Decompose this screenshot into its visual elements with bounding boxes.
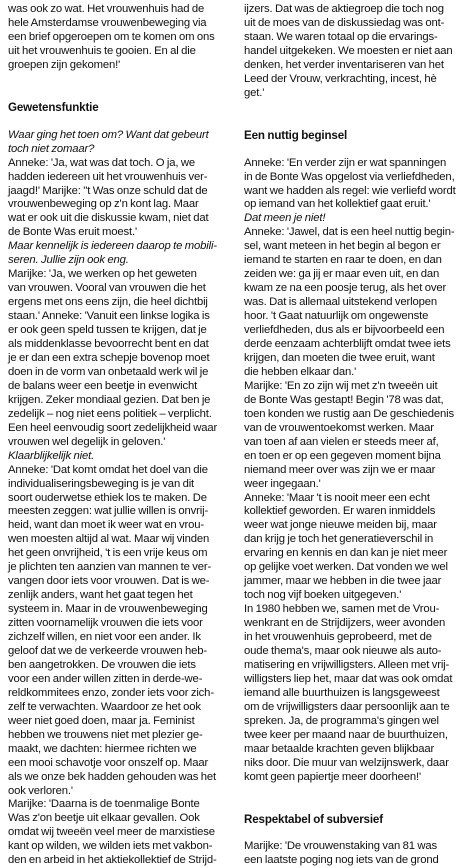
- text-line: oude thema's, maar ook nieuwe als auto-: [244, 644, 442, 657]
- text-line: van vrouwen. Vooral van vrouwen die het: [8, 282, 206, 295]
- text-line: om de vrijwilligsters daar persoonlijk aan te: [244, 700, 450, 713]
- text-line: doen in de vorm van onbetaald werk wil je: [8, 365, 209, 378]
- text-line: toch nog vijf boeken uitgegeven.': [244, 589, 402, 602]
- text-line: kwam ze na een poosje terug, als het over: [244, 282, 447, 295]
- interviewer-question: [8, 450, 230, 464]
- text-line: ben aangetrokken. De vrouwen die iets: [8, 658, 196, 671]
- text-line: handel uitgekeken. We moesten er niet aan: [244, 44, 453, 57]
- text-line: iemand te starten en raar te doen, en dan: [244, 254, 442, 267]
- text-line: Anneke: 'Ja, wat was dat toch. O ja, we: [8, 156, 195, 169]
- text-line: staan. We waren totaal op die ervarings-: [244, 30, 438, 43]
- text-line: systeem in. Maar in de vrouwenbeweging: [8, 603, 208, 616]
- interviewer-question: [8, 129, 230, 157]
- question-line: seren. Jullie zijn ook eng.: [8, 254, 129, 267]
- text-line: dan krijg je toch het generatieverschil in: [244, 533, 434, 546]
- text-line: en toen er op een gegeven moment bijna: [244, 449, 441, 462]
- text-line: groepen zijn gekomen!': [8, 58, 121, 71]
- text-line: wenkrant en de Strijdijzers, weer avonden: [244, 617, 446, 630]
- right-intro-text: [244, 3, 466, 101]
- text-line: zichzelf willen, en niet voor een ander. Ik: [8, 631, 201, 644]
- text-line: maakt, we dachten: hiermee richten we: [8, 742, 197, 755]
- text-line: uit de moes van de diskussiedag was ont-: [244, 16, 445, 29]
- text-line: soort ouderwetse ethiek los te maken. De: [8, 491, 207, 504]
- text-line: ook verloren.': [8, 784, 73, 797]
- text-line: willigsters liep het, maar dat was ook omdat: [244, 672, 453, 685]
- text-line: vrouwenbeweging op z'n kont lag. Maar: [8, 198, 199, 211]
- text-line: individualiseringsbeweging is je van dit: [8, 477, 195, 490]
- text-line: maar betaalde krachten geven blijkbaar: [244, 742, 435, 755]
- section-gap: [244, 101, 466, 129]
- text-line: niemand meer over was zijn we er maar: [244, 463, 436, 476]
- text-line: iemand alle buurthuizen is langsgeweest: [244, 686, 440, 699]
- text-line: Anneke: 'Maar 't is nooit meer een echt: [244, 491, 430, 504]
- question-line: Maar kennelijk is iedereen daarop te mobili-: [8, 240, 217, 253]
- answer-block: [244, 226, 466, 784]
- text-line: jaagd!' Marijke: ''t Was onze schuld dat de: [8, 184, 208, 197]
- text-line: reldkommitees enzo, zonder iets voor zich-: [8, 686, 214, 699]
- text-line: Marijke: 'Daarna is de toenmalige Bonte: [8, 798, 200, 811]
- text-line: een brief opgeroepen om te komen om ons: [8, 30, 215, 43]
- text-line: ijzers. Dat was de aktiegroep die toch nog: [244, 3, 444, 15]
- text-line: weer niet goed doen, maar ja. Feminist: [8, 714, 195, 727]
- section-gap: [244, 143, 466, 157]
- text-line: zenlijk anders, want het gaat tegen het: [8, 589, 193, 602]
- text-line: Marijke: 'En zo zijn wij met z'n tweeën uit: [244, 379, 438, 392]
- text-line: zedelijk – nog niet eens politiek – verplicht.: [8, 407, 212, 420]
- section-heading: Respektabel of subversief: [244, 812, 383, 826]
- text-line: van toen af aan vielen er steeds meer af,: [244, 435, 439, 448]
- text-line: hoor. 't Gaat natuurlijk om ongewenste: [244, 310, 429, 323]
- text-line: de Bonte Was gestapt! Begin '78 was dat,: [244, 393, 444, 406]
- right-column: [244, 3, 466, 868]
- text-line: ervaring en kennis en dan kan je niet meer: [244, 547, 448, 560]
- text-line: Een heel eenvoudig soort zedelijkheid waar: [8, 421, 218, 434]
- text-line: op gelijke voet werken. Dat vonden we wel: [244, 561, 448, 574]
- text-line: zitten voornamelijk vrouwen die iets voor: [8, 617, 203, 630]
- text-line: was. Dat is allemaal uitstekend verlopen: [244, 296, 438, 309]
- section-gap: [8, 115, 230, 129]
- text-line: omdat wij tweeën veel meer de marxistiese: [8, 826, 215, 839]
- text-line: als middenklasse bevoorrecht bent en dat: [8, 338, 209, 351]
- text-line: hebben we trouwens niet met plezier ge-: [8, 728, 203, 741]
- answer-block: [8, 268, 230, 449]
- question-line: Klaarblijkelijk niet.: [8, 449, 95, 462]
- text-line: in de Bonte Was opgelost via verliefdheden,: [244, 170, 455, 183]
- text-line: spreken. Ja, de programma's gingen wel: [244, 714, 439, 727]
- interviewer-question: [8, 240, 230, 268]
- text-line: de balans weer een beetje in evenwicht: [8, 379, 198, 392]
- answer-block: [8, 157, 230, 241]
- text-line: Anneke: 'Dat komt omdat het doel van die: [8, 463, 208, 476]
- answer-block: [8, 464, 230, 868]
- text-line: toen konden we rustig aan De geschiedenis: [244, 407, 455, 420]
- text-line: zeiden we: ga jij er maar even uit, en dan: [244, 268, 440, 281]
- text-line: in het vrouwenhuis geprobeerd, met de: [244, 631, 432, 644]
- text-line: In 1980 hebben we, samen met de Vrou-: [244, 603, 440, 616]
- section-gap: [244, 785, 466, 813]
- answer-block: [244, 157, 466, 213]
- text-line: Marijke: 'Ja, we werken op het geweten: [8, 268, 197, 281]
- text-line: weer ingegaan.': [244, 477, 321, 490]
- text-line: Anneke: 'En verder zijn er wat spanningen: [244, 156, 447, 169]
- question-line: Dat meen je niet!: [244, 212, 326, 225]
- text-line: wat er ook uit die diskussie kwam, niet dat: [8, 212, 209, 225]
- text-line: den en arbeid in het aktiekollektief de Strijd-: [8, 854, 217, 867]
- text-line: hadden iedereen uit het vrouwenhuis ver-: [8, 170, 208, 183]
- text-line: Marijke: 'De vrouwenstaking van 81 was: [244, 840, 437, 853]
- text-line: geloof dat we de verkeerde vrouwen heb-: [8, 644, 208, 657]
- text-line: je plichten ten aanzien van mannen te ver-: [8, 561, 212, 574]
- text-line: niks door. Die muur van welzijnswerk, daar: [244, 756, 449, 769]
- text-line: krijgen. Zeker mondiaal gezien. Dat ben je: [8, 393, 211, 406]
- text-line: het geen onvrijheid, 't is een vrije keus om: [8, 547, 208, 560]
- text-line: Anneke: 'Jawel, dat is een heel nuttig begin-: [244, 226, 455, 239]
- text-line: vrouwen wel degelijk in geloven.': [8, 435, 166, 448]
- section-heading: Een nuttig beginsel: [244, 128, 348, 142]
- text-line: wen moesten altijd al wat. Maar wij vinden: [8, 533, 210, 546]
- text-line: als we onze bek hadden gehouden was het: [8, 770, 216, 783]
- text-line: heid, want dan moet ik weer wat en vrou-: [8, 519, 204, 532]
- text-line: uit het vrouwenhuis te gooien. En al die: [8, 44, 196, 57]
- left-column: [8, 3, 230, 868]
- text-line: op iemand van het kollektief gaat eruit.': [244, 198, 431, 211]
- question-line: Waar ging het toen om? Want dat gebeurt: [8, 128, 209, 141]
- text-line: een laatste poging nog iets van de grond: [244, 854, 439, 867]
- text-line: staan.' Anneke: 'Vanuit een linkse logika is: [8, 310, 210, 323]
- answer-block: [244, 840, 466, 868]
- text-line: denken, het verder inventariseren van het: [244, 58, 444, 71]
- text-line: jammer, maar we hebben in die twee jaar: [244, 575, 442, 588]
- text-line: er ook geen speld tussen te krijgen, dat je: [8, 324, 207, 337]
- text-line: kant op wilden, we wilden iets met vakbon-: [8, 840, 213, 853]
- text-line: van de vrouwentoekomst werken. Maar: [244, 421, 434, 434]
- text-line: die hebben elkaar dan.': [244, 365, 357, 378]
- left-intro-text: [8, 3, 230, 73]
- text-line: Leed der Vrouw, verkrachting, incest, hè: [244, 72, 437, 85]
- text-line: derde eenzaam achterblijft omdat twee iets: [244, 338, 451, 351]
- section-heading: Gewetensfunktie: [8, 100, 99, 114]
- text-line: want we hadden als regel: wie verliefd wordt: [244, 184, 456, 197]
- text-line: een mooi schavotje voor onszelf op. Maar: [8, 756, 209, 769]
- text-line: komt geen papiertje meer doorheen!': [244, 770, 422, 783]
- text-line: was ook zo wat. Het vrouwenhuis had de: [8, 3, 205, 15]
- question-line: toch niet zomaar?: [8, 142, 95, 155]
- text-line: vangen door iets voor vrouwen. Dat is we-: [8, 575, 210, 588]
- text-line: get.': [244, 86, 265, 99]
- interviewer-question: [244, 212, 466, 226]
- text-line: twee keer per maand naar de buurthuizen,: [244, 728, 448, 741]
- text-line: weer wat jonge nieuwe meiden bij, maar: [244, 519, 437, 532]
- text-line: hele Amsterdamse vrouwenbeweging via: [8, 16, 207, 29]
- text-line: matisering en vrijwilligsters. Alleen met vrij-: [244, 658, 450, 671]
- text-line: je er dan een extra schepje bovenop moet: [8, 351, 210, 364]
- text-line: zelf te verwachten. Waardoor ze het ook: [8, 700, 201, 713]
- text-line: verliefdheden, dus als er bijvoorbeeld een: [244, 324, 445, 337]
- text-line: ergens met ons eens zijn, die heel dichtbij: [8, 296, 208, 309]
- text-line: voor een ander willen zitten in derde-we-: [8, 672, 203, 685]
- text-line: krijgen, dan moeten die twee eruit, want: [244, 351, 435, 364]
- section-gap: [244, 826, 466, 840]
- text-line: de Bonte Was eruit moest.': [8, 226, 137, 239]
- section-gap: [8, 73, 230, 101]
- text-line: kollektief geworden. Er waren inmiddels: [244, 505, 436, 518]
- text-line: sel, want meteen in het begin al begon er: [244, 240, 441, 253]
- text-line: meesten zeggen: wat jullie willen is onvrij-: [8, 505, 209, 518]
- text-line: Was z'on beetje uit elkaar gevallen. Ook: [8, 812, 200, 825]
